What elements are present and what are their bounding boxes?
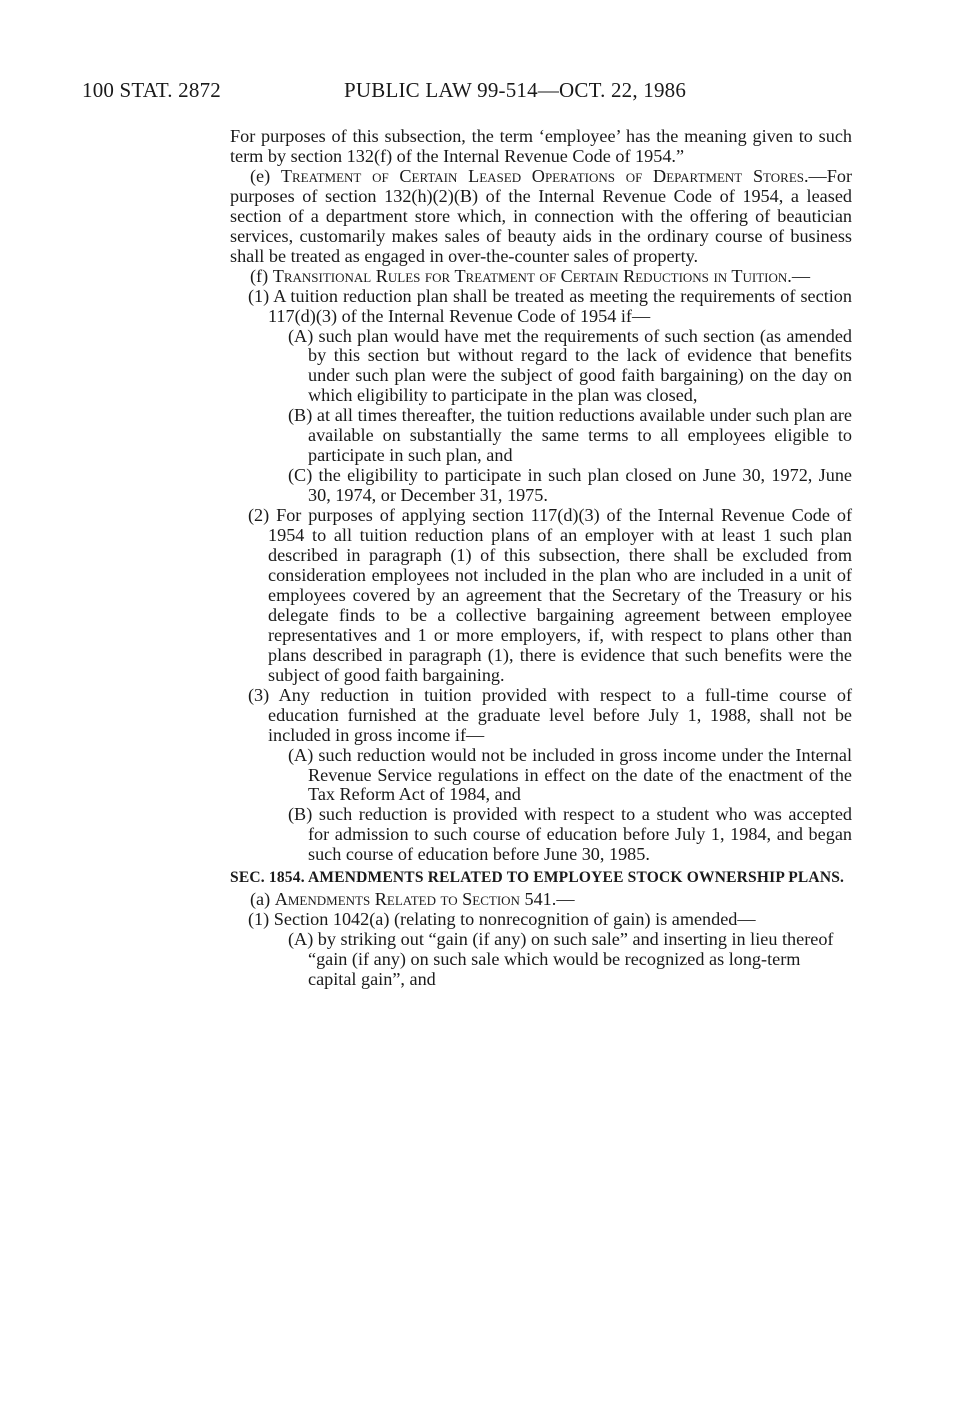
subsection-a-label: (a) <box>250 889 275 910</box>
subsection-a-heading: Amendments Related to Section 541. <box>274 889 557 910</box>
paragraph-a1: (1) Section 1042(a) (relating to nonrecognition of gain) is amended— <box>248 909 756 930</box>
page-header <box>82 78 802 108</box>
public-law-citation: PUBLIC LAW 99-514—OCT. 22, 1986 <box>344 78 687 102</box>
statute-page-number: 100 STAT. 2872 <box>82 78 221 102</box>
subsection-e-text: —For purposes of section 132(h)(2)(B) of the Internal Revenue Code of 1954, a leased section of a department store which, in connection with the offering of beautician services, customarily makes sales of beauty aids in the ordinary course of business shall be treated as engaged in over-the-counter sales of property. <box>230 165 852 266</box>
paragraph-f1: (1) A tuition reduction plan shall be treated as meeting the requirements of section 117(d)(3) of the Internal Revenue Code of 1954 if— <box>248 285 852 326</box>
subsection-a <box>230 890 852 910</box>
subsection-e-heading: Treatment of Certain Leased Operations of Department Stores. <box>280 165 809 186</box>
subsection-f-label: (f) <box>250 265 273 286</box>
section-1854-heading: SEC. 1854. AMENDMENTS RELATED TO EMPLOYEE STOCK OWNERSHIP PLANS. <box>230 869 845 887</box>
subsection-f-dash: — <box>791 265 810 286</box>
subparagraph-f3a: (A) such reduction would not be included in gross income under the Internal Revenue Service regulations in effect on the date of the enactment of the Tax Reform Act of 1984, and <box>288 744 852 805</box>
subparagraph-f1b: (B) at all times thereafter, the tuition reductions available under such plan are available on substantially the same terms to all employees eligible to participate in such plan, and <box>288 405 852 466</box>
subsection-a-dash: — <box>556 889 575 910</box>
subsection-e <box>230 167 852 267</box>
subparagraph-f3b: (B) such reduction is provided with respect to a student who was accepted for admission to such course of education before July 1, 1984, and began such course of education before June 30, 1985. <box>288 804 852 865</box>
subsection-f <box>230 267 852 287</box>
subparagraph-f1a: (A) such plan would have met the requirements of such section (as amended by this section but without regard to the lack of evidence that benefits under such plan were the subject of good faith bargaining) on the day on which eligibility to participate in the plan was closed, <box>288 325 852 406</box>
subparagraph-f1c: (C) the eligibility to participate in such plan closed on June 30, 1972, June 30, 1974, or December 31, 1975. <box>288 465 852 506</box>
paragraph-f2: (2) For purposes of applying section 117(d)(3) of the Internal Revenue Code of 1954 to all tuition reduction plans of an employer with at least 1 such plan described in paragraph (1) of this subsection, there shall be excluded from consideration employees not included in the plan who are included in a unit of employees covered by an agreement that the Secretary of the Treasury or his delegate finds to be a collective bargaining agreement between employee representatives and 1 or more employers, if, with respect to plans other than plans described in paragraph (1), there is evidence that such benefits were the subject of good faith bargaining. <box>248 505 852 685</box>
paragraph-f3: (3) Any reduction in tuition provided with respect to a full-time course of education furnished at the graduate level before July 1, 1988, shall not be included in gross income if— <box>248 684 852 745</box>
paragraph-employee-definition: For purposes of this subsection, the term ‘employee’ has the meaning given to such term by section 132(f) of the Internal Revenue Code of 1954.” <box>230 126 852 166</box>
subparagraph-a1a: (A) by striking out “gain (if any) on such sale” and inserting in lieu thereof “gain (if any) on such sale which would be recognized as long-term capital gain”, and <box>288 929 834 990</box>
subsection-e-label: (e) <box>250 165 281 186</box>
subsection-f-heading: Transitional Rules for Treatment of Certain Reductions in Tuition. <box>272 265 792 286</box>
document-body <box>230 127 852 990</box>
